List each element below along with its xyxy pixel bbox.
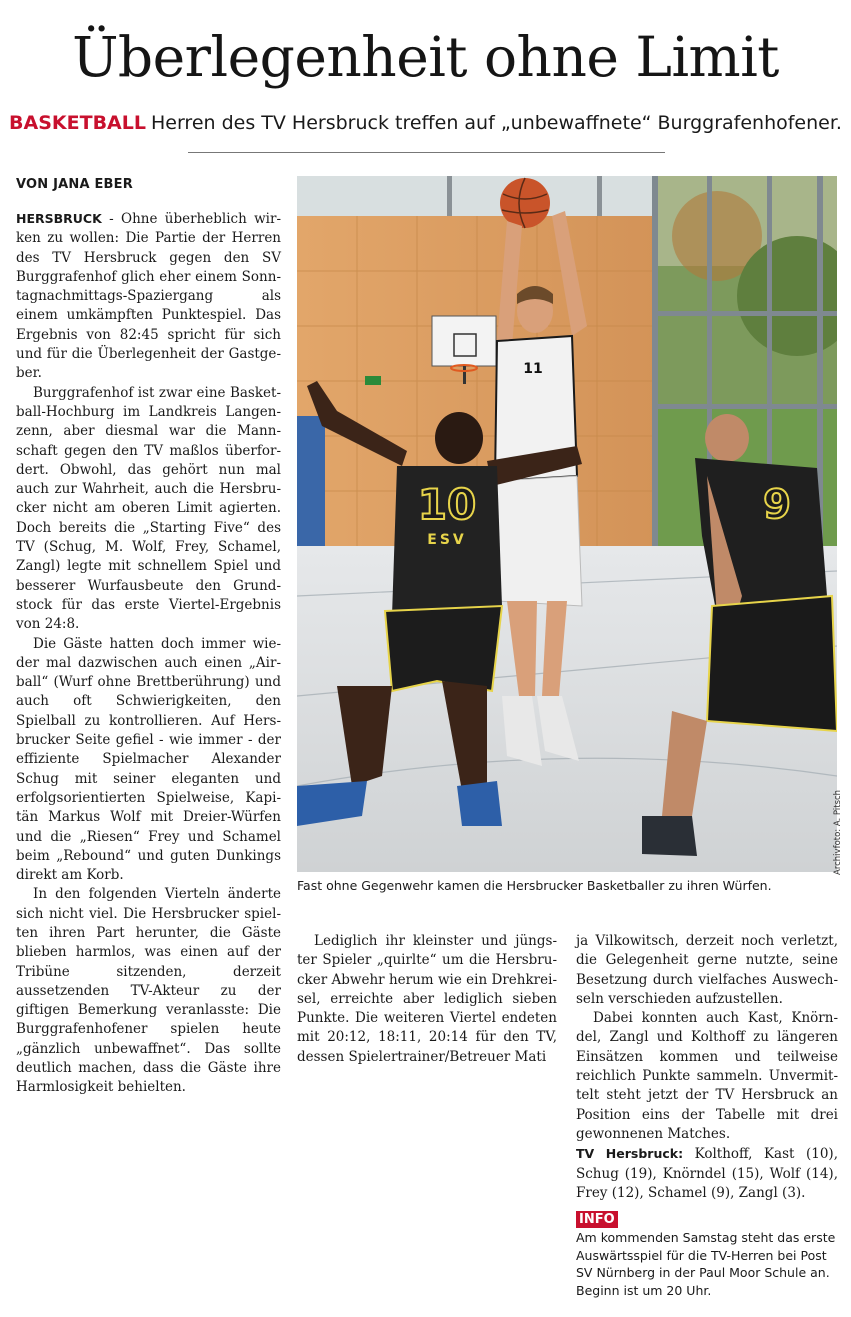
subheadline-text: Herren des TV Hersbruck treffen auf „unbewaffnete“ Burggrafenhofener. — [150, 112, 842, 134]
paragraph-4: In den folgenden Vierteln änderte sich nicht viel. Die Hersbrucker spielten ihren Part herunter, die Gäste blieben harmlos, was einen auf der Tribüne sitzenden, derzeit aussetzenden TV-Akteur zu der giftigen Bemerkung veranlasste: Die Burggrafenhofener spielen heute „gänzlich unbewaffnet“. Das sollte deutlich machen, dass die Gäste ihre Harmlosigkeit behielten. — [16, 886, 281, 1096]
headline: Überlegenheit ohne Limit — [72, 25, 779, 89]
headline-divider — [188, 152, 665, 153]
paragraph-1 — [16, 209, 281, 384]
info-box — [576, 1210, 838, 1299]
paragraph-1-text: - Ohne überheblich wirken zu wollen: Die Partie der Herren des TV Hersbruck gegen den SV Burggrafenhof glich eher einem Sonntagnachmittags-Spaziergang als einem umkämpften Punktespiel. Das Ergebnis von 82:45 spricht für sich und für die Überlegenheit der Gastgeber. — [16, 211, 281, 382]
jersey-team-front: ESV — [427, 532, 467, 548]
paragraph-2: Burggrafenhof ist zwar eine Basketball-Hochburg im Landkreis Langenzenn, aber diesmal war die Mannschaft gegen den TV maßlos überfordert. Obwohl, das gehört nun mal auch zur Wahrheit, auch die Hersbrucker nicht am oberen Limit agierten. Doch bereits die „Starting Five“ des TV (Schug, M. Wolf, Frey, Schamel, Zangl) legte mit schnellem Spiel und besserer Wurfausbeute den Grundstock für das erste Viertel-Ergebnis von 24:8. — [16, 384, 281, 633]
article-photo — [297, 176, 837, 872]
byline: VON JANA EBER — [16, 177, 133, 192]
photo-caption: Fast ohne Gegenwehr kamen die Hersbrucker Basketballer zu ihren Würfen. — [297, 878, 772, 893]
jersey-number-right: 9 — [763, 482, 791, 528]
paragraph-5: Lediglich ihr kleinster und jüngster Spieler „quirlte“ um die Hersbrucker Abwehr herum wie ein Drehkreisel, erreichte aber lediglich sieben Punkte. Die weiteren Viertel endeten mit 20:12, 18:11, 20:14 für den TV, dessen Spielertrainer/Betreuer Mati — [297, 933, 557, 1065]
section-kicker: BASKETBALL — [9, 112, 146, 134]
lineup-text: Kolthoff, Kast (10), Schug (19), Knörndel (15), Wolf (14), Frey (12), Schamel (9), Zangl (3). — [576, 1146, 838, 1201]
lineup — [576, 1144, 838, 1203]
paragraph-3: Die Gäste hatten doch immer wieder mal dazwischen auch einen „Airball“ (Wurf ohne Brettberührung) und auch oft Schwierigkeiten, den Spielball zu kontrollieren. Auf Hersbrucker Seite gefiel - wie immer - der effiziente Spielmacher Alexander Schug mit seiner eleganten und erfolgsorientierten Spielweise, Kapitän Markus Wolf mit Dreier-Würfen und die „Riesen“ Frey und Schamel beim „Rebound“ und guten Dunkings direkt am Korb. — [16, 635, 281, 884]
paragraph-6: Dabei konnten auch Kast, Knörndel, Zangl und Kolthoff zu längeren Einsätzen kommen und teilweise reichlich Punkte sammeln. Unvermittelt steht jetzt der TV Hersbruck an Position eins der Tabelle mit drei gewonnenen Matches. — [576, 1010, 838, 1142]
info-label: INFO — [576, 1211, 618, 1228]
info-text: Am kommenden Samstag steht das erste Auswärtsspiel für die TV-Herren bei Post SV Nürnberg in der Paul Moor Schule an. Beginn ist um 20 Uhr. — [576, 1230, 836, 1298]
jersey-number-front: 10 — [417, 480, 477, 529]
dateline-location: HERSBRUCK — [16, 211, 102, 226]
jersey-number-white: 11 — [523, 361, 543, 377]
article-column-3 — [576, 932, 838, 1203]
lineup-label: TV Hersbruck: — [576, 1146, 684, 1162]
paragraph-5-continued: ja Vilkowitsch, derzeit noch verletzt, die Gelegenheit gerne nutzte, seine Besetzung durch vielfaches Auswechseln verschieden aufzustellen. — [576, 933, 838, 1007]
article-column-1 — [16, 209, 281, 1098]
article-column-2 — [297, 932, 557, 1067]
subheadline — [0, 110, 851, 136]
photo-credit: Archivfoto: A. Pitsch — [833, 789, 843, 875]
